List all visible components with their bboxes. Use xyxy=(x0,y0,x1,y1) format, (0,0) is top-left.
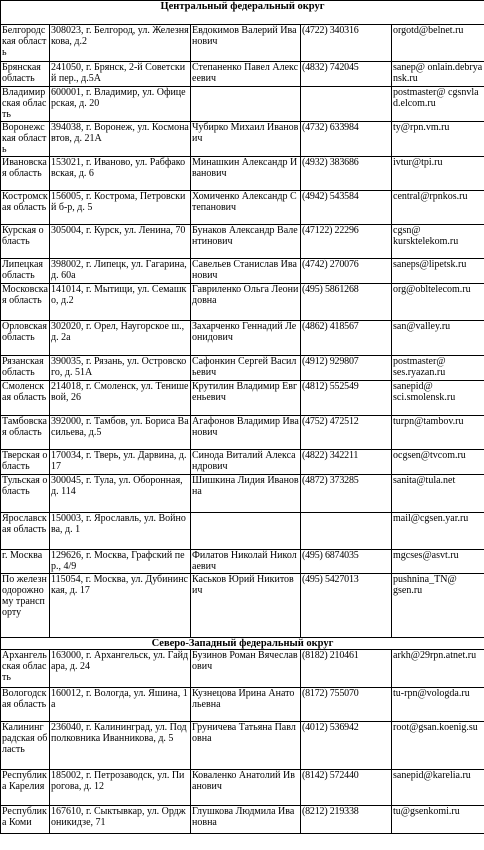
phone-cell: (4752) 472512 xyxy=(301,416,392,450)
region-cell: По железнодорожному транспорту xyxy=(1,574,50,638)
region-cell: Брянская область xyxy=(1,62,50,87)
region-cell: Архангельская область xyxy=(1,650,50,688)
email-cell: tu@gsenkomi.ru xyxy=(392,806,484,834)
email-cell: san@valley.ru xyxy=(392,321,484,356)
email-cell: sanepid@ sci.smolensk.ru xyxy=(392,381,484,416)
address-cell: 394038, г. Воронеж, ул. Космонавтов, д. 21А xyxy=(50,122,191,157)
phone-cell xyxy=(301,513,392,550)
email-cell: ivtur@tpi.ru xyxy=(392,157,484,191)
address-cell: 305004, г. Курск, ул. Ленина, 70 xyxy=(50,225,191,259)
person-cell: Шишкина Лидия Ивановна xyxy=(191,475,301,513)
phone-cell: (8212) 219338 xyxy=(301,806,392,834)
table-row xyxy=(1,550,484,574)
table-row xyxy=(1,25,484,62)
address-cell: 241050, г. Брянск, 2-й Советский пер., д.5А xyxy=(50,62,191,87)
table-row xyxy=(1,62,484,87)
region-cell: Вологодская область xyxy=(1,688,50,722)
address-cell: 170034, г. Тверь, ул. Дарвина, д. 17 xyxy=(50,450,191,475)
phone-cell: (4832) 742045 xyxy=(301,62,392,87)
email-cell: mail@cgsen.yar.ru xyxy=(392,513,484,550)
address-cell: 185002, г. Петрозаводск, ул. Пирогова, д. 12 xyxy=(50,770,191,806)
section-header-row xyxy=(1,638,484,650)
region-cell: Республика Карелия xyxy=(1,770,50,806)
table-row xyxy=(1,259,484,284)
phone-cell: (4722) 340316 xyxy=(301,25,392,62)
phone-cell: (4742) 270076 xyxy=(301,259,392,284)
address-cell: 302020, г. Орел, Наугорское ш., д. 2а xyxy=(50,321,191,356)
region-cell: Московская область xyxy=(1,284,50,321)
table-row xyxy=(1,513,484,550)
table-row xyxy=(1,381,484,416)
region-cell: Тамбовская область xyxy=(1,416,50,450)
address-cell: 392000, г. Тамбов, ул. Бориса Васильева, д.5 xyxy=(50,416,191,450)
address-cell: 600001, г. Владимир, ул. Офицерская, д. 20 xyxy=(50,87,191,122)
phone-cell: (4912) 929807 xyxy=(301,356,392,381)
person-cell: Кузнецова Ирина Анатольевна xyxy=(191,688,301,722)
email-cell: mgcses@asvt.ru xyxy=(392,550,484,574)
phone-cell: (4812) 552549 xyxy=(301,381,392,416)
email-cell: postmaster@ cgsnvlad.elcom.ru xyxy=(392,87,484,122)
region-cell: Белгородская область xyxy=(1,25,50,62)
region-cell: Смоленская область xyxy=(1,381,50,416)
email-cell: central@rpnkos.ru xyxy=(392,191,484,225)
table-row xyxy=(1,191,484,225)
address-cell: 153021, г. Иваново, ул. Рабфаковская, д. 6 xyxy=(50,157,191,191)
contacts-table-body xyxy=(1,1,484,834)
address-cell: 141014, г. Мытищи, ул. Семашко, д.2 xyxy=(50,284,191,321)
phone-cell: (4872) 373285 xyxy=(301,475,392,513)
address-cell: 398002, г. Липецк, ул. Гагарина, д. 60а xyxy=(50,259,191,284)
person-cell: Сафонкин Сергей Васильевич xyxy=(191,356,301,381)
person-cell: Глушкова Людмила Ивановна xyxy=(191,806,301,834)
person-cell: Каськов Юрий Никитович xyxy=(191,574,301,638)
address-cell: 236040, г. Калининград, ул. Подполковника Иванникова, д. 5 xyxy=(50,722,191,770)
table-row xyxy=(1,416,484,450)
table-row xyxy=(1,574,484,638)
person-cell: Минашкин Александр Иванович xyxy=(191,157,301,191)
phone-cell: (4932) 383686 xyxy=(301,157,392,191)
table-row xyxy=(1,157,484,191)
table-row xyxy=(1,356,484,381)
phone-cell: (495) 6874035 xyxy=(301,550,392,574)
address-cell: 390035, г. Рязань, ул. Островского, д. 51А xyxy=(50,356,191,381)
region-cell: Рязанская область xyxy=(1,356,50,381)
address-cell: 308023, г. Белгород, ул. Железнякова, д.2 xyxy=(50,25,191,62)
region-cell: г. Москва xyxy=(1,550,50,574)
person-cell xyxy=(191,513,301,550)
section-header-row xyxy=(1,1,484,25)
region-cell: Тверская область xyxy=(1,450,50,475)
person-cell: Коваленко Анатолий Иванович xyxy=(191,770,301,806)
table-row xyxy=(1,806,484,834)
table-row xyxy=(1,284,484,321)
person-cell: Крутилин Владимир Евгеньевич xyxy=(191,381,301,416)
address-cell: 129626, г. Москва, Графский пер., 4/9 xyxy=(50,550,191,574)
email-cell: root@gsan.koenig.su xyxy=(392,722,484,770)
region-cell: Костромская область xyxy=(1,191,50,225)
region-cell: Ярославская область xyxy=(1,513,50,550)
person-cell xyxy=(191,87,301,122)
email-cell: sanepid@karelia.ru xyxy=(392,770,484,806)
phone-cell: (8142) 572440 xyxy=(301,770,392,806)
phone-cell: (4732) 633984 xyxy=(301,122,392,157)
person-cell: Хомиченко Александр Степанович xyxy=(191,191,301,225)
person-cell: Синода Виталий Александрович xyxy=(191,450,301,475)
phone-cell: (8182) 210461 xyxy=(301,650,392,688)
table-row xyxy=(1,225,484,259)
region-cell: Владимирская область xyxy=(1,87,50,122)
email-cell: org@obltelecom.ru xyxy=(392,284,484,321)
region-cell: Липецкая область xyxy=(1,259,50,284)
address-cell: 167610, г. Сыктывкар, ул. Орджоникидзе, 71 xyxy=(50,806,191,834)
phone-cell: (495) 5427013 xyxy=(301,574,392,638)
person-cell: Евдокимов Валерий Иванович xyxy=(191,25,301,62)
email-cell: postmaster@ ses.ryazan.ru xyxy=(392,356,484,381)
section-title: Центральный федеральный округ xyxy=(1,1,484,25)
person-cell: Бунаков Александр Валентинович xyxy=(191,225,301,259)
person-cell: Захарченко Геннадий Леонидович xyxy=(191,321,301,356)
address-cell: 156005, г. Кострома, Петровский б-р, д. 5 xyxy=(50,191,191,225)
email-cell: ocgsen@tvcom.ru xyxy=(392,450,484,475)
email-cell: arkh@29rpn.atnet.ru xyxy=(392,650,484,688)
address-cell: 160012, г. Вологда, ул. Яшина, 1а xyxy=(50,688,191,722)
email-cell: sanep@ onlain.debryansk.ru xyxy=(392,62,484,87)
phone-cell: (4012) 536942 xyxy=(301,722,392,770)
address-cell: 115054, г. Москва, ул. Дубининская, д. 17 xyxy=(50,574,191,638)
region-cell: Калининградская область xyxy=(1,722,50,770)
person-cell: Савельев Станислав Иванович xyxy=(191,259,301,284)
phone-cell: (4822) 342211 xyxy=(301,450,392,475)
email-cell: saneps@lipetsk.ru xyxy=(392,259,484,284)
region-cell: Республика Коми xyxy=(1,806,50,834)
region-cell: Орловская область xyxy=(1,321,50,356)
phone-cell: (4942) 543584 xyxy=(301,191,392,225)
person-cell: Бузинов Роман Вячеславович xyxy=(191,650,301,688)
table-row xyxy=(1,475,484,513)
table-row xyxy=(1,770,484,806)
region-cell: Курская область xyxy=(1,225,50,259)
table-row xyxy=(1,122,484,157)
address-cell: 300045, г. Тула, ул. Оборонная, д. 114 xyxy=(50,475,191,513)
phone-cell xyxy=(301,87,392,122)
email-cell: orgotd@belnet.ru xyxy=(392,25,484,62)
region-cell: Тульская область xyxy=(1,475,50,513)
table-row xyxy=(1,450,484,475)
table-row xyxy=(1,87,484,122)
phone-cell: (4862) 418567 xyxy=(301,321,392,356)
table-row xyxy=(1,722,484,770)
email-cell: ty@rpn.vm.ru xyxy=(392,122,484,157)
phone-cell: (47122) 22296 xyxy=(301,225,392,259)
person-cell: Чубирко Михаил Иванович xyxy=(191,122,301,157)
email-cell: sanita@tula.net xyxy=(392,475,484,513)
phone-cell: (495) 5861268 xyxy=(301,284,392,321)
phone-cell: (8172) 755070 xyxy=(301,688,392,722)
email-cell: pushnina_TN@ gsen.ru xyxy=(392,574,484,638)
section-title: Северо-Западный федеральный округ xyxy=(1,638,484,650)
table-row xyxy=(1,650,484,688)
address-cell: 150003, г. Ярославль, ул. Войнова, д. 1 xyxy=(50,513,191,550)
person-cell: Филатов Николай Николаевич xyxy=(191,550,301,574)
email-cell: cgsn@ kursktelekom.ru xyxy=(392,225,484,259)
email-cell: turpn@tambov.ru xyxy=(392,416,484,450)
address-cell: 214018, г. Смоленск, ул. Тенишевой, 26 xyxy=(50,381,191,416)
table-row xyxy=(1,688,484,722)
address-cell: 163000, г. Архангельск, ул. Гайдара, д. 24 xyxy=(50,650,191,688)
email-cell: tu-rpn@vologda.ru xyxy=(392,688,484,722)
person-cell: Груничева Татьяна Павловна xyxy=(191,722,301,770)
table-row xyxy=(1,321,484,356)
person-cell: Степаненко Павел Алексеевич xyxy=(191,62,301,87)
person-cell: Агафонов Владимир Иванович xyxy=(191,416,301,450)
person-cell: Гавриленко Ольга Леонидовна xyxy=(191,284,301,321)
region-cell: Ивановская область xyxy=(1,157,50,191)
region-cell: Воронежская область xyxy=(1,122,50,157)
